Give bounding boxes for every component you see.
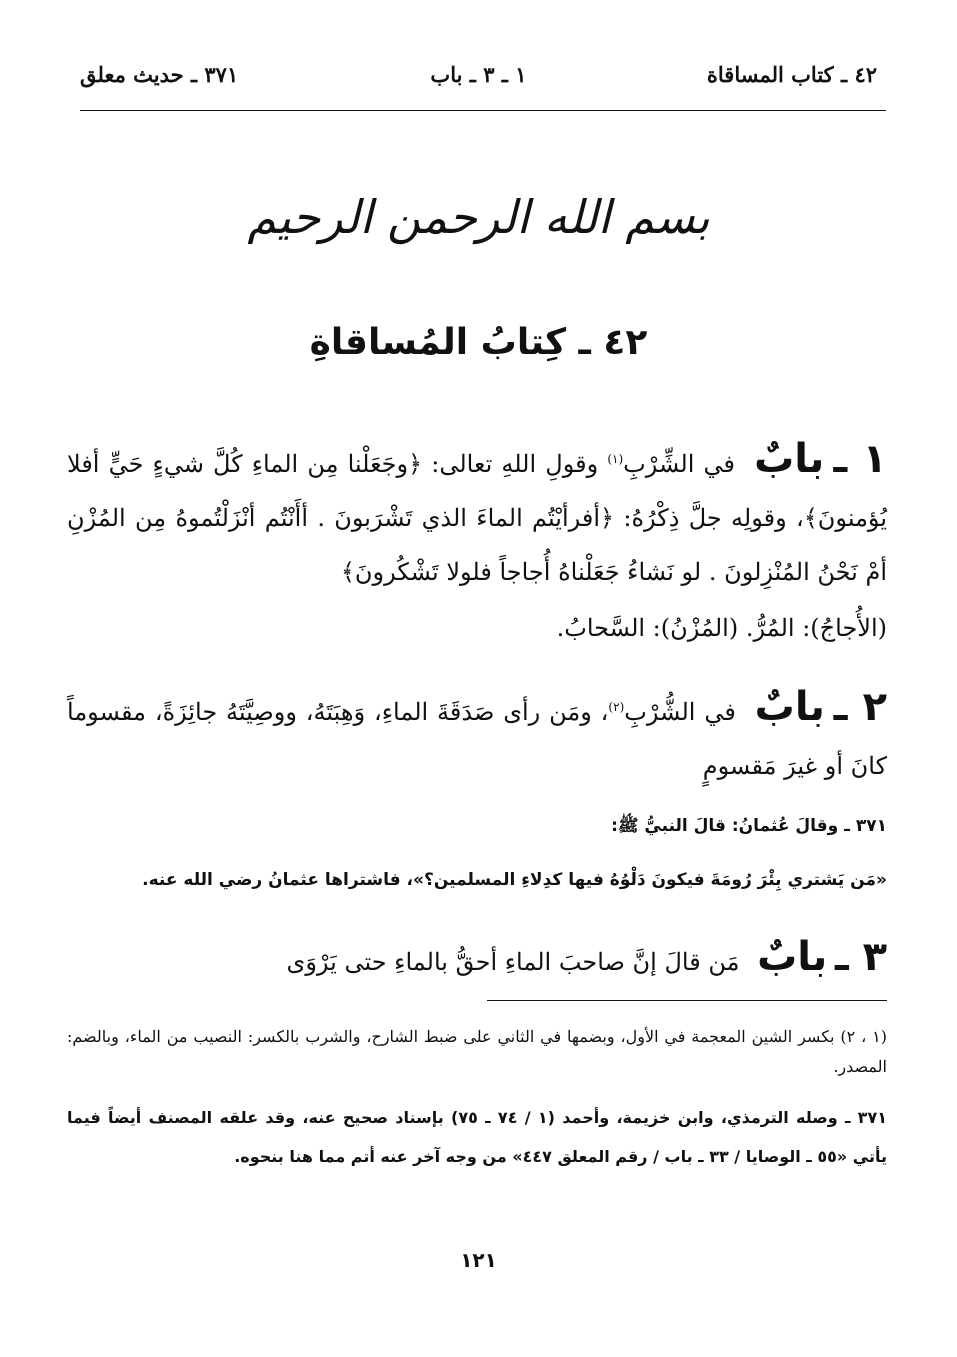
bab-2-word: بابٌ: [754, 684, 825, 730]
bab-2-number: ٢ ـ: [833, 684, 888, 730]
footnote-1: (١ ، ٢) بكسر الشين المعجمة في الأول، وبضمها في الثاني على ضبط الشارح، والشرب بالكسر: النصيب من الماء، وبالضم: المصدر.: [67, 1027, 887, 1076]
running-header-hadith: ٣٧١ ـ حديث معلق: [80, 62, 239, 87]
bab-2-title: في الشُّرْبِ: [624, 698, 736, 726]
footnote-ref-1: (١): [607, 452, 624, 466]
bab-2-text: ، ومَن رأى صَدَقَةَ الماءِ، وَهِبَتَهُ، ووصِيَّتَهُ جائِزَةً، مقسوماً كانَ أو غيرَ مَقسومٍ: [67, 698, 887, 780]
page-number: ١٢١: [460, 1248, 497, 1272]
bab-1-word: بابٌ: [754, 436, 825, 482]
bab-3-title: مَن قالَ إنَّ صاحبَ الماءِ أحقُّ بالماءِ حتى يَرْوَى: [286, 948, 740, 976]
footnote-rule: [487, 1000, 887, 1001]
hadith-heading: ٣٧١ ـ وقالَ عُثمانُ: قالَ النبيُّ ﷺ:: [611, 816, 887, 836]
running-header-chapter: ١ ـ ٣ ـ باب: [430, 62, 527, 87]
bab-1-number: ١ ـ: [833, 436, 887, 482]
book-title: ٤٢ ـ كِتابُ المُساقاةِ: [309, 322, 648, 363]
bab-3-number: ٣ ـ: [834, 934, 887, 980]
bab-1: [67, 432, 887, 599]
header-rule: [80, 110, 886, 111]
bab-1-text: وقولِ اللهِ تعالى: ﴿وجَعَلْنا مِن الماءِ كُلَّ شيءٍ حَيٍّ أفلا يُؤمنونَ﴾، وقولِه جلَّ ذِكْرُهُ: ﴿أفرأيْتُم الماءَ الذي تَشْرَبونَ . أأَنْتُم أنْزَلْتُموهُ مِن المُزْنِ أمْ نَحْنُ المُنْزِلونَ . لو نَشاءُ جَعَلْناهُ أُجاجاً فلولا تَشْكُرونَ﴾: [67, 450, 887, 586]
bab-2: [67, 680, 887, 793]
basmala: بسم الله الرحمن الرحيم: [247, 190, 710, 244]
bab-3-word: بابٌ: [757, 934, 828, 980]
hadith-text: «مَن يَشتري بِئْرَ رُومَةَ فيكونَ دَلْوُهُ فيها كدِلاءِ المسلمين؟»، فاشتراها عثمانُ رضي الله عنه.: [142, 870, 887, 890]
bab-3: [67, 930, 887, 989]
footnote-ref-2: (٢): [608, 700, 625, 714]
running-header-book: ٤٢ ـ كتاب المساقاة: [706, 62, 877, 87]
gloss-line: (الأُجاجُ): المُرُّ. (المُزْنُ): السَّحابُ.: [556, 614, 887, 642]
bab-1-title: في الشِّرْبِ: [623, 450, 735, 478]
footnote-2: ٣٧١ ـ وصله الترمذي، وابن خزيمة، وأحمد (١ / ٧٤ ـ ٧٥) بإسناد صحيح عنه، وقد علقه المصنف أيضاً فيما يأتي «٥٥ ـ الوصايا / ٣٣ ـ باب / رقم المعلق ٤٤٧» من وجه آخر عنه أتم مما هنا بنحوه.: [67, 1108, 888, 1166]
